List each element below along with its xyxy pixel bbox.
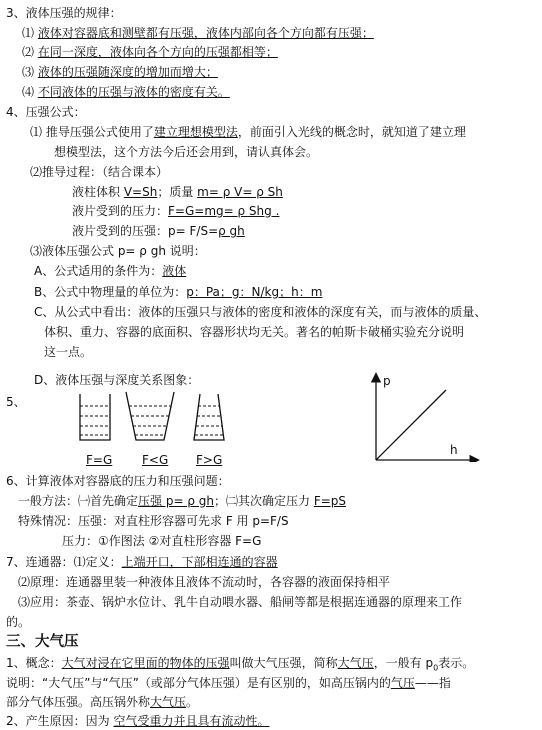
formula-force-label: 液片受到的压力： [72,204,169,218]
concept-note-text-2: 部分气体压强。高压锅外称 [6,695,151,709]
cause-answer: 空气受重力并且具有流动性。 [113,714,270,728]
formula-force [72,203,279,220]
formula-mass-label: ；质量 [157,185,198,199]
note-c-line-2: 体积、重力、容器的底面积、容器形状均无关。著名的帕斯卡破桶实验充分说明 [44,325,465,339]
para-1-text-cont: ，前面引入光线的概念时，就知道了建立理 [237,125,466,139]
formula-pressure-result: ρ gh [218,224,245,238]
concept-label: 1、概念： [6,656,62,670]
formula-volume-value: V=Sh [123,185,158,199]
concept-text: 叫做大气压强，简称 [229,656,338,670]
general-method-force: F=pS [313,494,347,508]
rule-4-num: ⑷ [22,85,35,99]
formula-pressure-expr: p= F/S= [168,224,219,238]
para-1-method: 建立理想模型法 [153,125,238,139]
concept-line-3 [6,694,198,711]
general-method-text-cont: ；㈡其次确定压力 [213,494,314,508]
rule-3-text: 液体的压强随深度的增加而增大； [37,65,218,79]
graph-x-label: h [450,443,458,457]
proportional-line [376,390,446,460]
label-greater: F>G [196,453,223,467]
concept-symbol-sub: 0 [433,663,439,673]
rule-3 [22,64,218,81]
rule-1-text: 液体对容器底和测壁都有压强，液体内部向各个方向都有压强； [37,26,374,40]
label-equal: F=G [86,453,113,467]
label-less: F<G [142,453,169,467]
concept-note-text-cont: ——指 [414,676,451,690]
special-case-force: 压力：①作图法 ②对直柱形容器 F=G [62,534,262,548]
note-c-line-3: 这一点。 [44,345,93,359]
concept-short-name: 大气压 [337,656,374,670]
container-flared [126,392,174,440]
concept-note-end: 。 [186,695,199,709]
rule-3-num: ⑶ [22,65,35,79]
cause-label: 2、产生原因：因为 [6,714,114,728]
general-method [18,493,346,510]
note-c-line-1: C、从公式中看出：液体的压强只与液体的密度和液体的深度有关，而与液体的质量、 [34,305,487,319]
pressure-depth-graph [362,370,482,462]
section-7-definition [6,554,278,571]
para-1-line-1 [30,124,466,141]
rule-2-num: ⑵ [22,45,35,59]
graph-y-label: p [383,374,391,388]
concept-symbol: ，一般有 p [373,656,434,670]
rule-1 [22,25,374,42]
rule-2 [22,44,278,61]
concept-line-2 [6,675,451,692]
section-7-principle: ⑵原理：连通器里装一种液体且液体不流动时，各容器的液面保持相平 [18,575,391,589]
note-d: D、液体压强与深度关系图象： [34,373,200,387]
formula-pressure-label: 液片受到的压强： [72,224,169,238]
note-a [34,263,186,280]
formula-volume [72,184,283,201]
rule-4-text: 不同液体的压强与液体的密度有关。 [37,85,230,99]
concept-note-atm: 大气压 [150,695,187,709]
section-7-application-end: 的。 [6,615,31,629]
rule-2-text: 在同一深度，液体向各个方向的压强都相等； [37,45,278,59]
para-1-line-2: 想模型法，这个方法今后还会用到，请认真体会。 [54,145,319,159]
concept-line-1 [6,655,474,676]
special-case-pressure: 特殊情况：压强：对直柱形容器可先求 F 用 p=F/S [18,514,289,528]
note-b-text: B、公式中物理量的单位为： [34,285,187,299]
rule-4 [22,84,230,101]
note-b-answer: p：Pa；g：N/kg；h：m [186,285,323,299]
para-2: ⑵推导过程：（结合课本） [30,165,169,179]
rule-1-num: ⑴ [22,26,35,40]
concept-text-end: 表示。 [438,656,475,670]
general-method-text: 一般方法：㈠首先确定 [18,494,139,508]
concept-note-pressure: 气压 [390,676,415,690]
section-4-title: 4、压强公式： [6,105,86,119]
section-3-title: 3、液体压强的规律： [6,6,122,20]
formula-volume-label: 液柱体积 [72,185,124,199]
section-7-label: 7、连通器：⑴定义： [6,555,122,569]
part-3-heading: 三、大气压 [6,634,79,650]
concept-note-text: 说明：“大气压”与“气压”（或部分气体压强）是有区别的，如高压锅内的 [6,676,391,690]
section-6-title: 6、计算液体对容器底的压力和压强问题： [6,474,230,488]
section-7-application: ⑶应用：茶壶、锅炉水位计、乳牛自动喂水器、船闸等都是根据连通器的原理来工作 [18,595,463,609]
formula-force-value: F=G=mg= ρ Shg . [168,204,280,218]
container-tapered [194,394,224,440]
para-1-text: ⑴ 推导压强公式使用了 [30,125,154,139]
note-a-text: A、公式适用的条件为： [34,264,163,278]
note-b [34,284,322,301]
concept-definition: 大气对浸在它里面的物体的压强 [61,656,230,670]
general-method-pressure: 压强 p= ρ gh [138,494,214,508]
para-3: ⑶液体压强公式 p= ρ gh 说明： [30,244,206,258]
formula-pressure [72,223,245,240]
section-7-definition-answer: 上端开口，下部相连通的容器 [121,555,278,569]
container-straight [80,394,110,440]
section-5-num: 5、 [6,395,26,409]
note-a-answer: 液体 [162,264,187,278]
formula-mass-value: m= ρ V= ρ Sh [197,185,283,199]
cause-line [6,713,269,730]
